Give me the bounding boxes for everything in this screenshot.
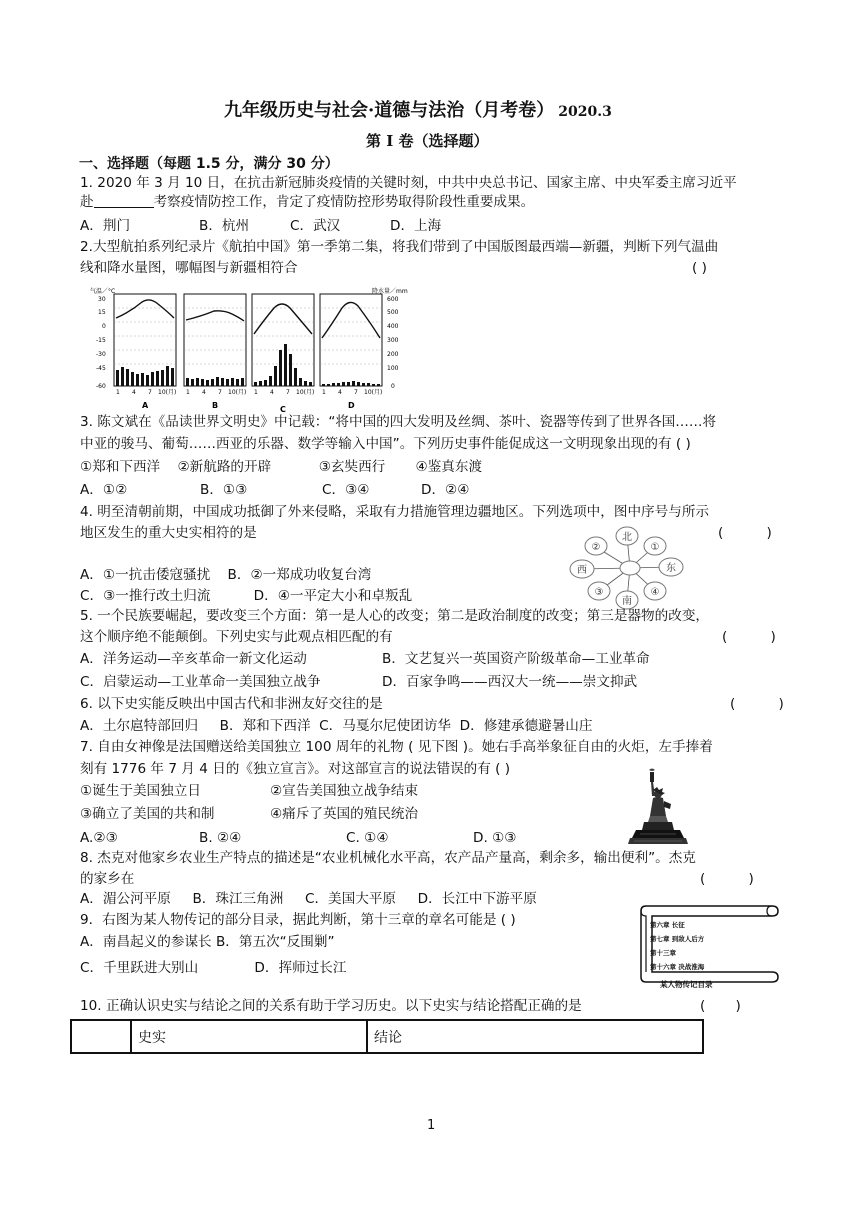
q8-answer-paren: ( ) (700, 871, 754, 887)
q7-line2: 刻有 1776 年 7 月 4 日的《独立宣言》。对这部宣言的说法错误的有 ( ) (80, 761, 511, 777)
q3-option-a: A．①② (80, 482, 128, 498)
exam-date: 2020.3 (558, 104, 612, 120)
page-number: 1 (427, 1118, 436, 1133)
q1-line2 (80, 193, 534, 212)
scroll-line-2: 第七章 到敌人后方 (650, 935, 705, 943)
compass-circle-4: ④ (650, 587, 660, 598)
climate-panel-c (252, 294, 314, 386)
q10-table-header-cell (71, 1020, 131, 1053)
q3-option-c: C．③④ (322, 482, 370, 498)
month-tick: 10(月) (228, 389, 247, 396)
compass-north: 北 (622, 532, 632, 543)
q6-options: A．土尔扈特部回归 B．郑和下西洋 C．马戛尔尼使团访华 D．修建承德避暑山庄 (80, 718, 593, 734)
q10-table-header-row (71, 1020, 703, 1053)
section-title: 一、选择题（每题 1.5 分，满分 30 分） (79, 156, 339, 172)
q10-table-header-cell: 结论 (367, 1020, 703, 1053)
q5-option-c: C．启蒙运动—工业革命一美国独立战争 (80, 674, 321, 690)
q1-blank (94, 193, 154, 208)
month-tick: 1 (322, 389, 326, 396)
compass-circle-2: ② (591, 542, 601, 553)
month-tick: 4 (132, 389, 136, 396)
q5-line2: 这个顺序绝不能颠倒。下列史实与此观点相匹配的有 (80, 629, 393, 645)
month-tick: 1 (116, 389, 120, 396)
compass-diagram (565, 525, 695, 611)
panel-label-b: B (212, 401, 219, 410)
q10-answer-paren: ( ) (700, 998, 741, 1014)
q10-line1: 10. 正确认识史实与结论之间的关系有助于学习历史。以下史实与结论搭配正确的是 (80, 998, 582, 1014)
q9-options-ab: A．南昌起义的参谋长 B．第五次“反围剿” (80, 934, 335, 950)
q1-option-b: B．杭州 (199, 218, 250, 234)
scroll-caption: 某人物传记目录 (660, 980, 713, 989)
month-tick: 4 (270, 389, 274, 396)
month-tick: 1 (186, 389, 190, 396)
q5-option-b: B．文艺复兴一英国资产阶级革命—工业革命 (382, 651, 650, 667)
right-tick: 600 (387, 296, 399, 303)
q3-line1: 3. 陈文斌在《品读世界文明史》中记载：“将中国的四大发明及丝绸、茶叶、瓷器等传到了世界各国……将 (80, 414, 717, 430)
month-tick: 4 (338, 389, 342, 396)
scroll-line-1: 第六章 长征 (650, 921, 685, 929)
compass-circle-3: ③ (594, 587, 604, 598)
q9-options-cd: C．千里跃进大别山 D．挥师过长江 (80, 960, 347, 976)
q7-item-2: ②宣告美国独立战争结束 (270, 783, 419, 799)
q4-line1: 4. 明至清朝前期，中国成功抵御了外来侵略，采取有力措施管理边疆地区。下列选项中，图中序号与所示 (80, 504, 710, 520)
q8-options: A．湄公河平原 B．珠江三角洲 C．美国大平原 D．长江中下游平原 (80, 891, 537, 907)
compass-west: 西 (577, 565, 587, 576)
q1-option-d: D．上海 (390, 218, 442, 234)
month-tick: 10(月) (158, 389, 177, 396)
compass-south: 南 (622, 596, 632, 607)
climate-panel-b (184, 294, 246, 386)
month-tick: 7 (218, 389, 222, 396)
q1-line2-suffix: 考察疫情防控工作，肯定了疫情防控形势取得阶段性重要成果。 (153, 194, 535, 210)
month-ticks (116, 388, 382, 396)
exam-title-text: 九年级历史与社会·道德与法治（月考卷） (224, 100, 555, 121)
left-tick: -30 (96, 351, 106, 358)
q1-option-c: C．武汉 (290, 218, 341, 234)
q6-line1: 6. 以下史实能反映出中国古代和非洲友好交往的是 (80, 696, 383, 712)
q5-line1: 5. 一个民族要崛起，要改变三个方面：第一是人心的改变；第二是政治制度的改变；第三是器物的改变， (80, 608, 710, 624)
chart-left-axis-title: 气温／°C (90, 288, 116, 295)
q7-item-3: ③确立了美国的共和制 (80, 806, 215, 822)
right-tick: 0 (391, 383, 395, 390)
month-tick: 7 (354, 389, 358, 396)
month-tick: 1 (254, 389, 258, 396)
month-tick: 7 (286, 389, 290, 396)
q10-table (70, 1019, 704, 1054)
climate-panel-a (114, 294, 176, 386)
q2-answer-paren: ( ) (692, 260, 707, 276)
left-ticks (96, 296, 106, 390)
q7-line1: 7. 自由女神像是法国赠送给美国独立 100 周年的礼物 ( 见下图 )。她右手高举象征自由的火炬，左手捧着 (80, 739, 713, 755)
q5-answer-paren: ( ) (722, 629, 776, 645)
biography-scroll-image (640, 900, 780, 990)
scroll-line-4: 第十六章 决战淮海 (650, 963, 705, 971)
left-tick: 30 (98, 296, 106, 303)
q5-option-a: A．洋务运动—辛亥革命一新文化运动 (80, 651, 307, 667)
q3-option-d: D．②④ (421, 482, 470, 498)
q7-option-c: C. ①④ (346, 830, 389, 846)
panel-label-c: C (280, 405, 286, 414)
right-tick: 400 (387, 323, 399, 330)
q3-line2: 中亚的骏马、葡萄……西亚的乐器、数学等输入中国”。下列历史事件能促成这一文明现象出现的有 ( ) (80, 436, 691, 452)
part-title: 第 I 卷（选择题） (366, 132, 489, 150)
q3-items: ①郑和下西洋 ②新航路的开辟 ③玄奘西行 ④鉴真东渡 (80, 459, 483, 475)
q1-line1: 1. 2020 年 3 月 10 日，在抗击新冠肺炎疫情的关键时刻，中共中央总书记、国家主席、中央军委主席习近平 (80, 175, 737, 191)
q2-line1: 2.大型航拍系列纪录片《航拍中国》第一季第二集，将我们带到了中国版图最西端—新疆，判断下列气温曲 (80, 239, 719, 255)
right-tick: 100 (387, 365, 399, 372)
compass-circle-1: ① (650, 542, 660, 553)
left-tick: -60 (96, 383, 106, 390)
statue-of-liberty-image (620, 768, 690, 846)
q9-line1: 9．右图为某人物传记的部分目录，据此判断，第十三章的章名可能是 ( ) (80, 912, 516, 928)
q7-item-1: ①诞生于美国独立日 (80, 783, 201, 799)
q6-answer-paren: ( ) (730, 696, 784, 712)
right-ticks (387, 296, 399, 390)
left-tick: -15 (96, 337, 106, 344)
left-tick: -45 (96, 365, 106, 372)
scroll-line-3: 第十三章 (650, 949, 676, 957)
right-tick: 200 (387, 351, 399, 358)
q8-line1: 8. 杰克对他家乡农业生产特点的描述是“农业机械化水平高，农产品产量高，剩余多，输出便利”。杰克 (80, 850, 696, 866)
month-tick: 10(月) (364, 389, 383, 396)
q1-line2-prefix: 赴 (80, 194, 94, 210)
q7-option-a: A.②③ (80, 830, 118, 846)
q4-line2: 地区发生的重大史实相符的是 (80, 525, 257, 541)
left-tick: 0 (102, 323, 106, 330)
panel-label-a: A (142, 401, 149, 410)
q7-item-4: ④痛斥了英国的殖民统治 (270, 806, 419, 822)
left-tick: 15 (98, 309, 106, 316)
q2-line2: 线和降水量图，哪幅图与新疆相符合 (80, 260, 298, 276)
q7-option-b: B. ②④ (199, 830, 242, 846)
q1-option-a: A．荆门 (80, 218, 131, 234)
q5-option-d: D．百家争鸣——西汉大一统——崇文抑武 (382, 674, 638, 690)
climate-charts (88, 284, 413, 414)
q4-answer-paren: ( ) (718, 525, 772, 541)
month-tick: 7 (148, 389, 152, 396)
month-tick: 10(月) (296, 389, 315, 396)
chart-right-axis-title: 降水量／mm (372, 288, 408, 295)
panel-label-d: D (348, 401, 355, 410)
exam-title (224, 96, 612, 122)
right-tick: 300 (387, 337, 399, 344)
q8-line2: 的家乡在 (80, 871, 135, 887)
q3-option-b: B．①③ (200, 482, 248, 498)
q10-table-header-cell: 史实 (131, 1020, 367, 1053)
month-tick: 4 (202, 389, 206, 396)
climate-panel-d (320, 294, 382, 386)
right-tick: 500 (387, 309, 399, 316)
q7-option-d: D. ①③ (473, 830, 517, 846)
q4-options-ab: A．①一抗击倭寇骚扰 B．②一郑成功收复台湾 (80, 567, 372, 583)
q4-options-cd: C．③一推行改土归流 D．④一平定大小和卓叛乱 (80, 588, 413, 604)
compass-east: 东 (666, 563, 676, 574)
